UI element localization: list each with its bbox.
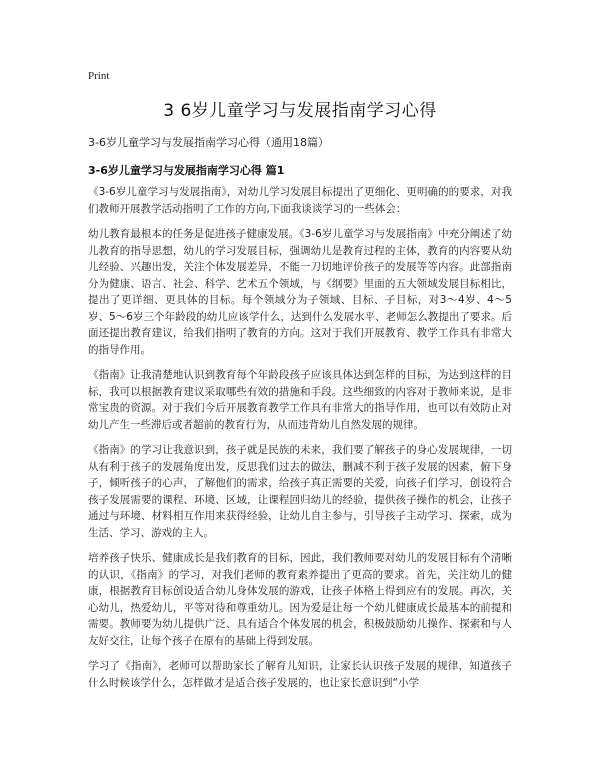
paragraph-2: 幼儿教育最根本的任务是促进孩子健康发展。《3-6岁儿童学习与发展指南》中充分阐述了幼儿教育的指导思想，幼儿的学习发展目标，强调幼儿是教育过程的主体，教育的内容要从幼儿经验、兴趣出发，关注个体发展差异，不能一刀切地评价孩子的发展等等内容。此部指南分为健康、语言、社会、科学、艺术五个领域，与《纲要》里面的五大领域发展目标相比，提出了更详细、更具体的目标。每个领域分为子领域、目标、子目标，对3～4岁、4～5岁、5～6岁三个年龄段的幼儿应该学什么，达到什么发展水平、老师怎么教提出了要求。后面还提出教育建议，给我们指明了教育的方向。这对于我们开展教育、教学工作具有非常大的指导作用。 bbox=[88, 228, 512, 356]
paragraph-4: 《指南》的学习让我意识到，孩子就是民族的未来，我们要了解孩子的身心发展规律，一切从有利于孩子的发展角度出发，反思我们过去的做法，删减不利于孩子发展的因素，俯下身子，倾听孩子的心声，了解他们的需求，给孩子真正需要的关爱，向孩子们学习，创设符合孩子发展需要的课程、环境、区域，让课程回归幼儿的经验，提供孩子操作的机会，让孩子通过与环境、材料相互作用来获得经验，让幼儿自主参与，引导孩子主动学习、探索，成为生活、学习、游戏的主人。 bbox=[88, 444, 512, 539]
document-title: 3 6岁儿童学习与发展指南学习心得 bbox=[163, 101, 437, 121]
section-heading: 3-6岁儿童学习与发展指南学习心得 篇1 bbox=[88, 164, 285, 177]
paragraph-6: 学习了《指南》，老师可以帮助家长了解育儿知识，让家长认识孩子发展的规律，知道孩子什么时候该学什么，怎样做才是适合孩子发展的，也让家长意识到“小学 bbox=[88, 660, 512, 689]
print-link[interactable]: Print bbox=[88, 70, 110, 82]
paragraph-5: 培养孩子快乐、健康成长是我们教育的目标，因此，我们教师要对幼儿的发展目标有个清晰的认识，《指南》的学习，对我们老师的教育素养提出了更高的要求。首先，关注幼儿的健康，根据教育目标创设适合幼儿身体发展的游戏，让孩子体格上得到应有的发展。再次，关心幼儿，热爱幼儿，平等对待和尊重幼儿。因为爱是让每一个幼儿健康成长最基本的前提和需要。教师要为幼儿提供广泛、具有适合个体发展的机会，积极鼓励幼儿操作、探索和与人友好交往，让每个孩子在原有的基础上得到发展。 bbox=[88, 552, 512, 647]
document-subtitle: 3-6岁儿童学习与发展指南学习心得（通用18篇） bbox=[88, 136, 329, 149]
paragraph-3: 《指南》让我清楚地认识到教育每个年龄段孩子应该具体达到怎样的目标，为达到这样的目标，我可以根据教育建议采取哪些有效的措施和手段。这些细致的内容对于教师来说，是非常宝贵的资源。对于我们今后开展教育教学工作具有非常大的指导作用，也可以有效防止对幼儿产生一些滞后或者超前的教育行为，从而违背幼儿自然发展的规律。 bbox=[88, 369, 512, 431]
paragraph-1: 《3-6岁儿童学习与发展指南》，对幼儿学习发展目标提出了更细化、更明确的的要求，对我们教师开展教学活动指明了工作的方向,下面我谈谈学习的一些体会： bbox=[88, 186, 512, 215]
article-body bbox=[88, 184, 512, 700]
